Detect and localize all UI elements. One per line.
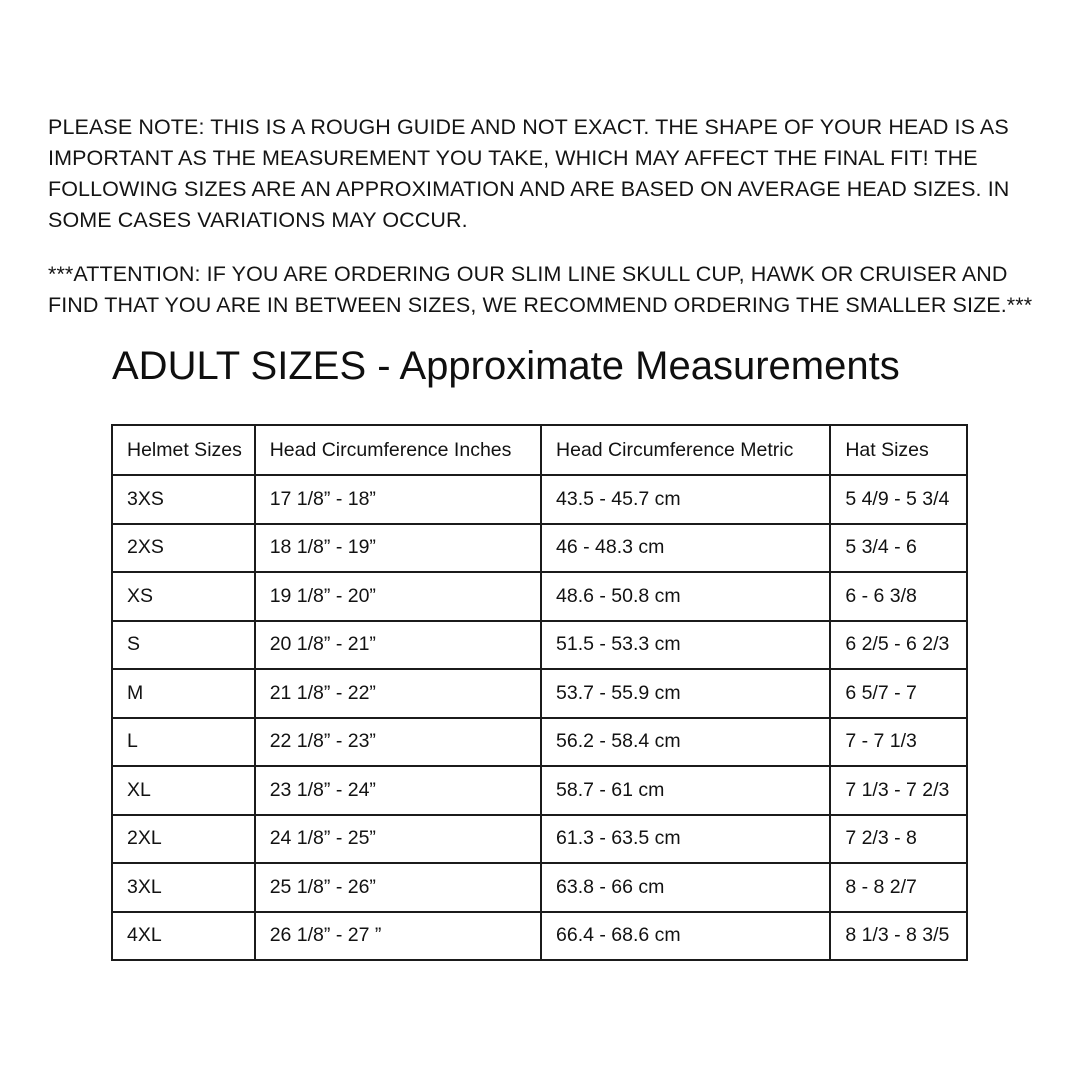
cell-hat-size: 7 - 7 1/3	[830, 718, 967, 767]
cell-inches: 23 1/8” - 24”	[255, 766, 541, 815]
cell-metric: 46 - 48.3 cm	[541, 524, 830, 573]
cell-metric: 51.5 - 53.3 cm	[541, 621, 830, 670]
table-row	[112, 912, 967, 961]
cell-helmet-size: XL	[112, 766, 255, 815]
cell-inches: 17 1/8” - 18”	[255, 475, 541, 524]
cell-helmet-size: 3XS	[112, 475, 255, 524]
table-row	[112, 766, 967, 815]
table-row	[112, 524, 967, 573]
table-row	[112, 669, 967, 718]
cell-inches: 18 1/8” - 19”	[255, 524, 541, 573]
notes-block	[48, 112, 1033, 321]
cell-metric: 56.2 - 58.4 cm	[541, 718, 830, 767]
cell-metric: 63.8 - 66 cm	[541, 863, 830, 912]
cell-helmet-size: M	[112, 669, 255, 718]
cell-hat-size: 8 1/3 - 8 3/5	[830, 912, 967, 961]
adult-sizes-table	[111, 424, 968, 961]
column-header-head-circumference-metric: Head Circumference Metric	[541, 425, 830, 475]
cell-inches: 26 1/8” - 27 ”	[255, 912, 541, 961]
cell-inches: 19 1/8” - 20”	[255, 572, 541, 621]
cell-helmet-size: 2XL	[112, 815, 255, 864]
cell-metric: 66.4 - 68.6 cm	[541, 912, 830, 961]
table-row	[112, 863, 967, 912]
cell-metric: 43.5 - 45.7 cm	[541, 475, 830, 524]
table-row	[112, 621, 967, 670]
cell-hat-size: 7 1/3 - 7 2/3	[830, 766, 967, 815]
cell-hat-size: 5 3/4 - 6	[830, 524, 967, 573]
cell-inches: 25 1/8” - 26”	[255, 863, 541, 912]
cell-helmet-size: 4XL	[112, 912, 255, 961]
column-header-hat-sizes: Hat Sizes	[830, 425, 967, 475]
column-header-head-circumference-inches: Head Circumference Inches	[255, 425, 541, 475]
cell-hat-size: 5 4/9 - 5 3/4	[830, 475, 967, 524]
cell-inches: 24 1/8” - 25”	[255, 815, 541, 864]
cell-hat-size: 6 5/7 - 7	[830, 669, 967, 718]
cell-metric: 48.6 - 50.8 cm	[541, 572, 830, 621]
table-row	[112, 815, 967, 864]
page-title: ADULT SIZES - Approximate Measurements	[112, 344, 900, 388]
cell-hat-size: 6 - 6 3/8	[830, 572, 967, 621]
cell-helmet-size: 3XL	[112, 863, 255, 912]
cell-hat-size: 8 - 8 2/7	[830, 863, 967, 912]
table-row	[112, 572, 967, 621]
note-paragraph-general: PLEASE NOTE: THIS IS A ROUGH GUIDE AND NOT EXACT. THE SHAPE OF YOUR HEAD IS AS IMPORTANT AS THE MEASUREMENT YOU TAKE, WHICH MAY AFFECT THE FINAL FIT! THE FOLLOWING SIZES ARE AN APPROXIMATION AND ARE BASED ON AVERAGE HEAD SIZES. IN SOME CASES VARIATIONS MAY OCCUR.	[48, 115, 1010, 232]
cell-hat-size: 6 2/5 - 6 2/3	[830, 621, 967, 670]
cell-inches: 22 1/8” - 23”	[255, 718, 541, 767]
cell-helmet-size: XS	[112, 572, 255, 621]
cell-helmet-size: 2XS	[112, 524, 255, 573]
cell-hat-size: 7 2/3 - 8	[830, 815, 967, 864]
cell-helmet-size: S	[112, 621, 255, 670]
note-paragraph-attention: ***ATTENTION: IF YOU ARE ORDERING OUR SLIM LINE SKULL CUP, HAWK OR CRUISER AND FIND THAT YOU ARE IN BETWEEN SIZES, WE RECOMMEND ORDERING THE SMALLER SIZE.***	[48, 262, 1033, 317]
table-row	[112, 475, 967, 524]
cell-metric: 53.7 - 55.9 cm	[541, 669, 830, 718]
table-header-row	[112, 425, 967, 475]
cell-helmet-size: L	[112, 718, 255, 767]
cell-metric: 58.7 - 61 cm	[541, 766, 830, 815]
table-row	[112, 718, 967, 767]
cell-inches: 20 1/8” - 21”	[255, 621, 541, 670]
column-header-helmet-sizes: Helmet Sizes	[112, 425, 255, 475]
cell-metric: 61.3 - 63.5 cm	[541, 815, 830, 864]
cell-inches: 21 1/8” - 22”	[255, 669, 541, 718]
